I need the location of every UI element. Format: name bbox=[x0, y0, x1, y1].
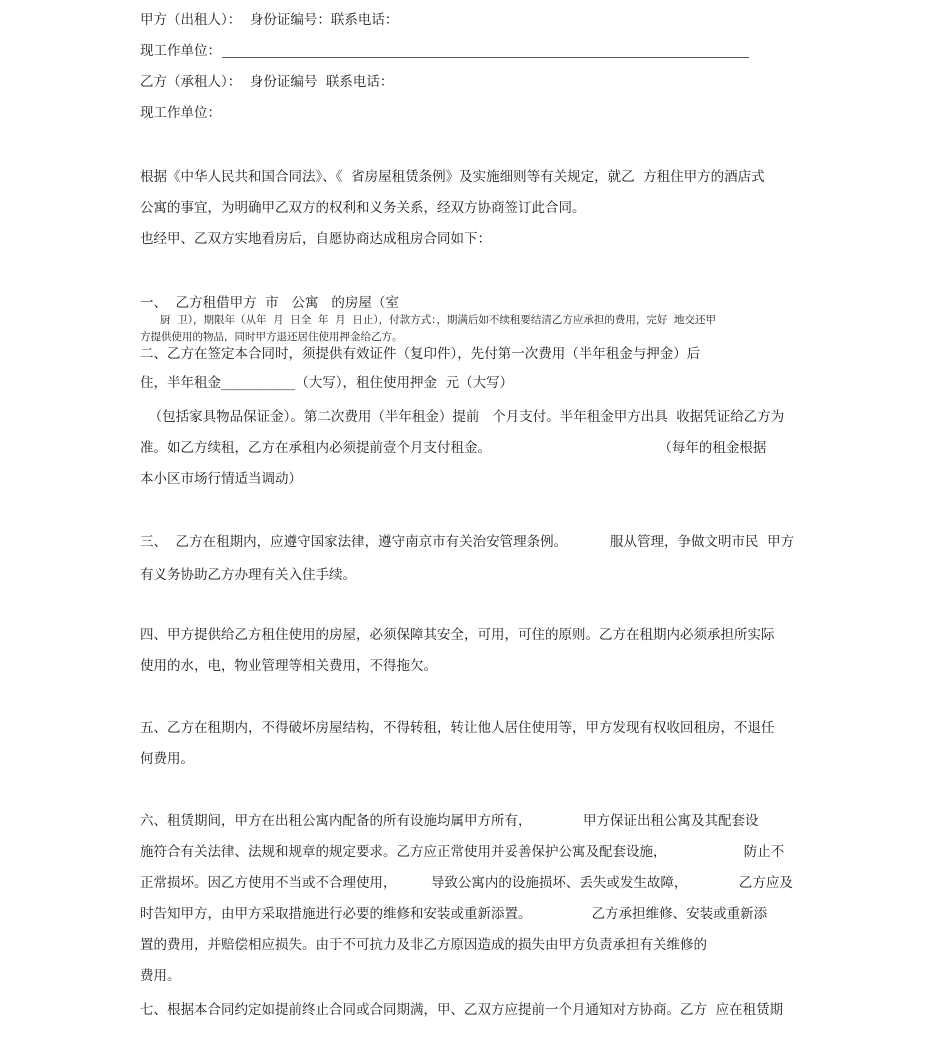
clause-1-line-2: 厨 卫），期限年（从年 月 日全 年 月 日止），付款方式：，期满后如不续租要结清乙方应承担的费用，完好 地交还甲 bbox=[140, 314, 717, 326]
clause-6-line-3: 正常损坏。因乙方使用不当或不合理使用， 导致公寓内的设施损坏、丢失或发生故障， 乙方应及 bbox=[140, 875, 793, 891]
clause-6-line-6: 费用。 bbox=[140, 968, 181, 984]
preamble-line-1: 根据《中华人民共和国合同法》、《 省房屋租赁条例》及实施细则等有关规定，就乙 方租住甲方的酒店式 bbox=[140, 169, 765, 185]
clause-7-line-1: 七、根据本合同约定如提前终止合同或合同期满，甲、乙双方应提前一个月通知对方协商。乙方 应在租赁期 bbox=[140, 1002, 784, 1018]
clause-3-line-2: 有义务协助乙方办理有关入住手续。 bbox=[140, 567, 356, 583]
party-a-workplace: 现工作单位： bbox=[140, 43, 221, 59]
party-a-info: 甲方（出租人）： 身份证编号：联系电话： bbox=[140, 12, 399, 28]
party-b-info: 乙方（承租人）： 身份证编号 联系电话： bbox=[140, 74, 394, 90]
clause-3-line-1: 三、 乙方在租期内，应遵守国家法律，遵守南京市有关治安管理条例。 服从管理，争做文明市民 甲方 bbox=[140, 534, 795, 550]
clause-4-line-1: 四、甲方提供给乙方租住使用的房屋，必须保障其安全，可用，可住的原则。乙方在租期内必须承担所实际 bbox=[140, 627, 775, 643]
preamble-line-3: 也经甲、乙双方实地看房后，自愿协商达成租房合同如下： bbox=[140, 231, 491, 247]
clause-2-line-1: 二、乙方在签定本合同时，须提供有效证件（复印件），先付第一次费用（半年租金与押金）后 bbox=[140, 346, 701, 362]
workplace-blank-line bbox=[222, 57, 749, 58]
clause-6-line-4: 时告知甲方，由甲方采取措施进行必要的维修和安装或重新添置。 乙方承担维修、安装或重新添 bbox=[140, 906, 768, 922]
clause-4-line-2: 使用的水，电，物业管理等相关费用，不得拖欠。 bbox=[140, 658, 437, 674]
clause-2-line-2: 住，半年租金___________（大写），租住使用押金 元（大写） bbox=[140, 375, 514, 391]
clause-6-line-2: 施符合有关法律、法规和规章的规定要求。乙方应正常使用并妥善保护公寓及配套设施， 防止不 bbox=[140, 844, 785, 860]
clause-6-line-1: 六、租赁期间，甲方在出租公寓内配备的所有设施均属甲方所有， 甲方保证出租公寓及其配套设 bbox=[140, 813, 759, 829]
preamble-line-2: 公寓的事宜，为明确甲乙双方的权利和义务关系，经双方协商签订此合同。 bbox=[140, 200, 586, 216]
clause-1-line-1: 一、 乙方租借甲方 市 公寓 的房屋（室 bbox=[140, 295, 399, 311]
clause-1-line-3: 方提供使用的物品，同时甲方退还居住使用押金给乙方。 bbox=[140, 331, 403, 343]
clause-2-line-4: 准。如乙方续租，乙方在承租内必须提前壹个月支付租金。 （每年的租金根据 bbox=[140, 440, 767, 456]
clause-5-line-1: 五、乙方在租期内，不得破坏房屋结构，不得转租，转让他人居住使用等，甲方发现有权收回租房，不退任 bbox=[140, 720, 775, 736]
party-b-workplace: 现工作单位： bbox=[140, 105, 221, 121]
clause-5-line-2: 何费用。 bbox=[140, 751, 194, 767]
clause-6-line-5: 置的费用，并赔偿相应损失。由于不可抗力及非乙方原因造成的损失由甲方负责承担有关维修的 bbox=[140, 937, 707, 953]
clause-2-line-3: （包括家具物品保证金）。第二次费用（半年租金）提前 个月支付。半年租金甲方出具 收据凭证给乙方为 bbox=[140, 409, 785, 425]
clause-2-line-5: 本小区市场行情适当调动） bbox=[140, 471, 302, 487]
